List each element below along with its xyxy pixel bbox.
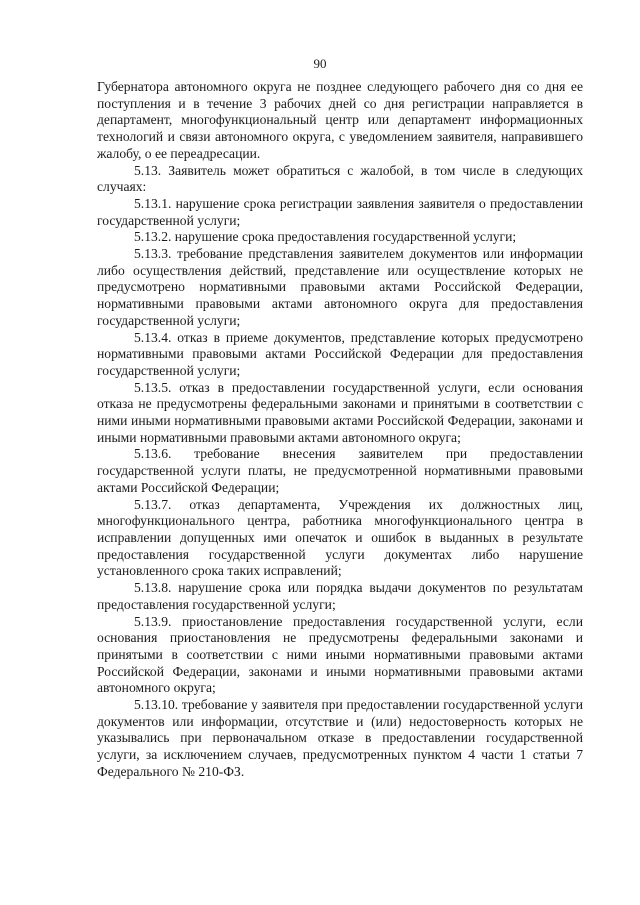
paragraph-5-13-10: 5.13.10. требование у заявителя при предоставлении государственной услуги документов или информации, отсутствие и (или) недостоверность которых не указывались при первоначальном отказе в предоставлении государственной услуги, за исключением случаев, предусмотренных пунктом 4 части 1 статьи 7 Федерального № 210-ФЗ. xyxy=(97,697,583,779)
paragraph-5-13-5: 5.13.5. отказ в предоставлении государственной услуги, если основания отказа не предусмотрены федеральными законами и принятыми в соответствии с ними иными нормативными правовыми актами Российской Федерации, законами и иными нормативными правовыми актами автономного округа; xyxy=(97,379,583,445)
paragraph-5-13-1: 5.13.1. нарушение срока регистрации заявления заявителя о предоставлении государственной услуги; xyxy=(97,195,583,228)
paragraph-5-13-4: 5.13.4. отказ в приеме документов, представление которых предусмотрено нормативными правовыми актами Российской Федерации для предоставления государственной услуги; xyxy=(97,329,583,378)
paragraph-5-13-6: 5.13.6. требование внесения заявителем при предоставлении государственной услуги платы, не предусмотренной нормативными правовыми актами Российской Федерации; xyxy=(97,446,583,495)
page-number: 90 xyxy=(313,56,327,71)
document-body xyxy=(97,79,583,781)
paragraph-5-13-8: 5.13.8. нарушение срока или порядка выдачи документов по результатам предоставления государственной услуги; xyxy=(97,580,583,612)
paragraph-5-13-7: 5.13.7. отказ департамента, Учреждения их должностных лиц, многофункционального центра, работника многофункционального центра в исправлении допущенных ими опечаток и ошибок в выданных в результате предоставления государственной услуги документах либо нарушение установленного срока таких исправлений; xyxy=(97,496,583,579)
paragraph-continuation: Губернатора автономного округа не позднее следующего рабочего дня со дня ее поступления и в течение 3 рабочих дней со дня регистрации направляется в департамент, многофункциональный центр или департамент информационных технологий и связи автономного округа, с уведомлением заявителя, направившего жалобу, о ее переадресации. xyxy=(97,79,583,161)
paragraph-5-13-2: 5.13.2. нарушение срока предоставления государственной услуги; xyxy=(134,229,517,245)
paragraph-5-13: 5.13. Заявитель может обратиться с жалобой, в том числе в следующих случаях: xyxy=(97,162,583,195)
paragraph-5-13-9: 5.13.9. приостановление предоставления государственной услуги, если основания приостановления не предусмотрены федеральными законами и принятыми в соответствии с ними иными нормативными правовыми актами Российской Федерации, законами и иными нормативными правовыми актами автономного округа; xyxy=(97,613,583,696)
paragraph-5-13-3: 5.13.3. требование представления заявителем документов или информации либо осуществления действий, представление или осуществление которых не предусмотрено нормативными правовыми актами Российской Федерации, нормативными правовыми актами автономного округа для предоставления государственной услуги; xyxy=(97,246,583,328)
